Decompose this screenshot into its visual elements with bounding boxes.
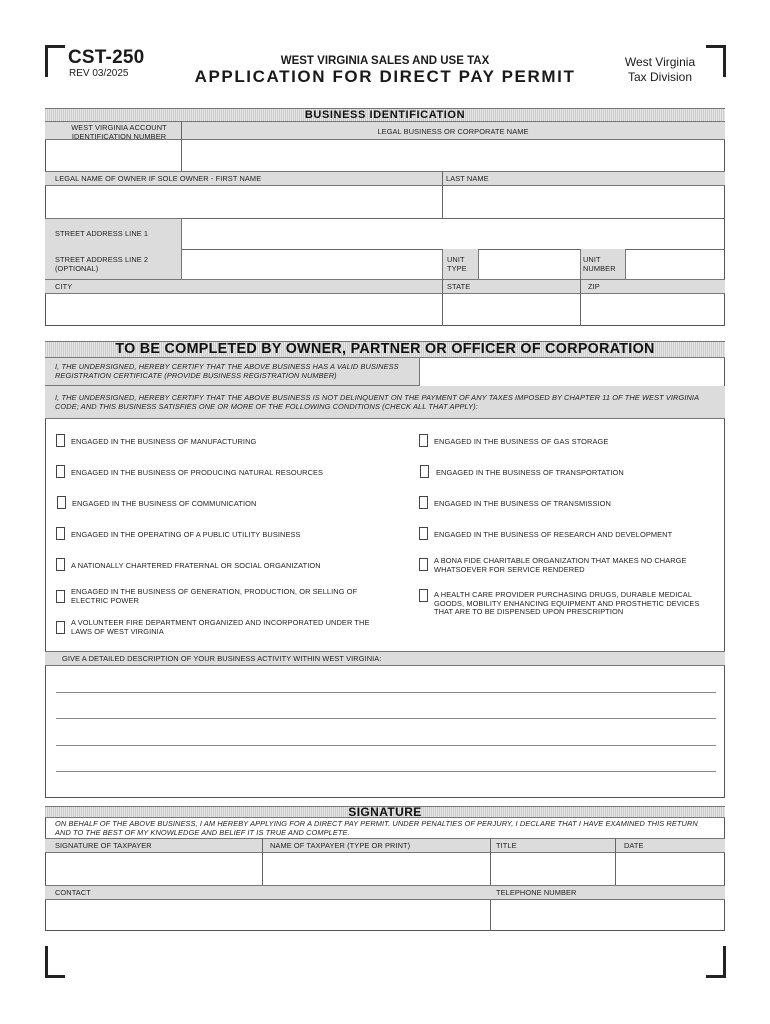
- valid-certificate-statement: I, THE UNDERSIGNED, HEREBY CERTIFY THAT THE ABOVE BUSINESS HAS A VALID BUSINESS REGISTRATION CERTIFICATE (PROVIDE BUSINESS REGISTRATION NUMBER): [55, 362, 399, 380]
- city-state-zip-label-bar: [45, 279, 725, 294]
- legal-name-label: LEGAL BUSINESS OR CORPORATE NAME: [377, 127, 529, 136]
- zip-field[interactable]: [581, 294, 724, 325]
- signature-title: SIGNATURE: [348, 805, 422, 819]
- description-writing-line: [56, 692, 716, 693]
- corner-mark-bottom-left: [45, 946, 65, 978]
- owner-last-name-label: LAST NAME: [446, 174, 489, 183]
- checkbox-research-development[interactable]: [419, 527, 428, 540]
- business-registration-number-field[interactable]: [421, 359, 724, 386]
- checkbox-natural-resources[interactable]: [56, 465, 65, 478]
- date-label: DATE: [624, 841, 644, 850]
- not-delinquent-statement: I, THE UNDERSIGNED, HEREBY CERTIFY THAT THE ABOVE BUSINESS IS NOT DELINQUENT ON THE PAYMENT OF ANY TAXES IMPOSED BY CHAPTER 11 OF THE WEST VIRGINIA CODE; AND THIS BUSINESS SATISFIES ONE OR MORE OF THE FOLLOWING CONDITIONS (CHECK ALL THAT APPLY):: [55, 393, 699, 411]
- condition-fraternal-organization-label: A NATIONALLY CHARTERED FRATERNAL OR SOCIAL ORGANIZATION: [71, 561, 321, 570]
- contact-label: CONTACT: [55, 888, 91, 897]
- condition-transmission-label: ENGAGED IN THE BUSINESS OF TRANSMISSION: [434, 499, 611, 508]
- owner-first-name-field[interactable]: [46, 186, 442, 218]
- business-identification-title: BUSINESS IDENTIFICATION: [304, 109, 466, 121]
- account-number-field[interactable]: [46, 140, 181, 171]
- account-number-label: WEST VIRGINIA ACCOUNT IDENTIFICATION NUMBER: [71, 123, 167, 141]
- checkbox-charitable-organization[interactable]: [419, 558, 428, 571]
- unit-type-label: UNIT TYPE: [447, 255, 467, 273]
- agency-name-line1: West Virginia: [624, 55, 696, 69]
- condition-health-care-provider-label: A HEALTH CARE PROVIDER PURCHASING DRUGS, DURABLE MEDICAL GOODS, MOBILITY ENHANCING EQUIPMENT AND PROSTHETIC DEVICES THAT ARE TO BE DISPENSED UPON PRESCRIPTION: [434, 590, 700, 616]
- condition-volunteer-fire-department-label: A VOLUNTEER FIRE DEPARTMENT ORGANIZED AND INCORPORATED UNDER THE LAWS OF WEST VIRGINIA: [71, 618, 370, 636]
- business-activity-description-label: GIVE A DETAILED DESCRIPTION OF YOUR BUSINESS ACTIVITY WITHIN WEST VIRGINIA:: [62, 654, 382, 663]
- checkbox-electric-power[interactable]: [56, 590, 65, 603]
- checkbox-fraternal-organization[interactable]: [56, 558, 65, 571]
- zip-label: ZIP: [588, 282, 600, 291]
- agency-name-line2: Tax Division: [627, 70, 693, 84]
- condition-public-utility-label: ENGAGED IN THE OPERATING OF A PUBLIC UTILITY BUSINESS: [71, 530, 301, 539]
- taxpayer-signature-label: SIGNATURE OF TAXPAYER: [55, 841, 152, 850]
- street-address-2-field[interactable]: [182, 250, 442, 279]
- state-label: STATE: [447, 282, 471, 291]
- condition-transportation-label: ENGAGED IN THE BUSINESS OF TRANSPORTATION: [436, 468, 624, 477]
- condition-charitable-organization-label: A BONA FIDE CHARITABLE ORGANIZATION THAT MAKES NO CHARGE WHATSOEVER FOR SERVICE RENDERED: [434, 556, 687, 574]
- condition-communication-label: ENGAGED IN THE BUSINESS OF COMMUNICATION: [72, 499, 257, 508]
- street-address-2-label: STREET ADDRESS LINE 2 (OPTIONAL): [55, 255, 149, 273]
- checkbox-transportation[interactable]: [420, 465, 429, 478]
- form-revision: REV 03/2025: [69, 68, 129, 79]
- contact-label-bar: [45, 885, 725, 900]
- condition-electric-power-label: ENGAGED IN THE BUSINESS OF GENERATION, PRODUCTION, OR SELLING OF ELECTRIC POWER: [71, 587, 358, 605]
- checkbox-manufacturing[interactable]: [56, 434, 65, 447]
- unit-type-field[interactable]: [480, 250, 580, 279]
- perjury-declaration: ON BEHALF OF THE ABOVE BUSINESS, I AM HEREBY APPLYING FOR A DIRECT PAY PERMIT. UNDER PENALTIES OF PERJURY, I DECLARE THAT I HAVE EXAMINED THIS RETURN AND TO THE BEST OF MY KNOWLEDGE AND BELIEF IT IS TRUE AND COMPLETE.: [55, 819, 698, 837]
- description-writing-line: [56, 718, 716, 719]
- checkbox-communication[interactable]: [57, 496, 66, 509]
- taxpayer-signature-field[interactable]: [46, 853, 262, 885]
- condition-gas-storage-label: ENGAGED IN THE BUSINESS OF GAS STORAGE: [434, 437, 609, 446]
- condition-research-development-label: ENGAGED IN THE BUSINESS OF RESEARCH AND DEVELOPMENT: [434, 530, 673, 539]
- date-field[interactable]: [616, 853, 724, 885]
- corner-mark-bottom-right: [706, 946, 726, 978]
- state-field[interactable]: [443, 294, 580, 325]
- checkbox-public-utility[interactable]: [56, 527, 65, 540]
- checkbox-gas-storage[interactable]: [419, 434, 428, 447]
- owner-first-name-label: LEGAL NAME OF OWNER IF SOLE OWNER - FIRST NAME: [55, 174, 262, 183]
- taxpayer-name-label: NAME OF TAXPAYER (TYPE OR PRINT): [270, 841, 411, 850]
- telephone-number-field[interactable]: [491, 900, 724, 930]
- street-address-1-field[interactable]: [182, 219, 724, 249]
- form-subtitle: WEST VIRGINIA SALES AND USE TAX: [280, 55, 490, 67]
- city-field[interactable]: [46, 294, 442, 325]
- condition-manufacturing-label: ENGAGED IN THE BUSINESS OF MANUFACTURING: [71, 437, 257, 446]
- business-activity-description-field[interactable]: [56, 668, 716, 774]
- title-label: TITLE: [496, 841, 517, 850]
- city-label: CITY: [55, 282, 73, 291]
- legal-name-field[interactable]: [182, 140, 724, 171]
- telephone-number-label: TELEPHONE NUMBER: [496, 888, 577, 897]
- checkbox-health-care-provider[interactable]: [419, 589, 428, 602]
- checkbox-volunteer-fire-department[interactable]: [56, 621, 65, 634]
- taxpayer-name-field[interactable]: [263, 853, 490, 885]
- street-address-1-label: STREET ADDRESS LINE 1: [55, 229, 149, 238]
- checkbox-transmission[interactable]: [419, 496, 428, 509]
- unit-number-label: UNIT NUMBER: [583, 255, 616, 273]
- unit-number-field[interactable]: [627, 250, 724, 279]
- condition-natural-resources-label: ENGAGED IN THE BUSINESS OF PRODUCING NATURAL RESOURCES: [71, 468, 324, 477]
- form-title: APPLICATION FOR DIRECT PAY PERMIT: [194, 67, 576, 86]
- contact-field[interactable]: [46, 900, 490, 930]
- form-id: CST-250: [68, 47, 145, 68]
- owner-last-name-field[interactable]: [443, 186, 724, 218]
- description-writing-line: [56, 745, 716, 746]
- corner-mark-top-left: [45, 45, 65, 77]
- description-writing-line: [56, 771, 716, 772]
- title-field[interactable]: [491, 853, 615, 885]
- certification-title: TO BE COMPLETED BY OWNER, PARTNER OR OFFICER OF CORPORATION: [115, 341, 655, 357]
